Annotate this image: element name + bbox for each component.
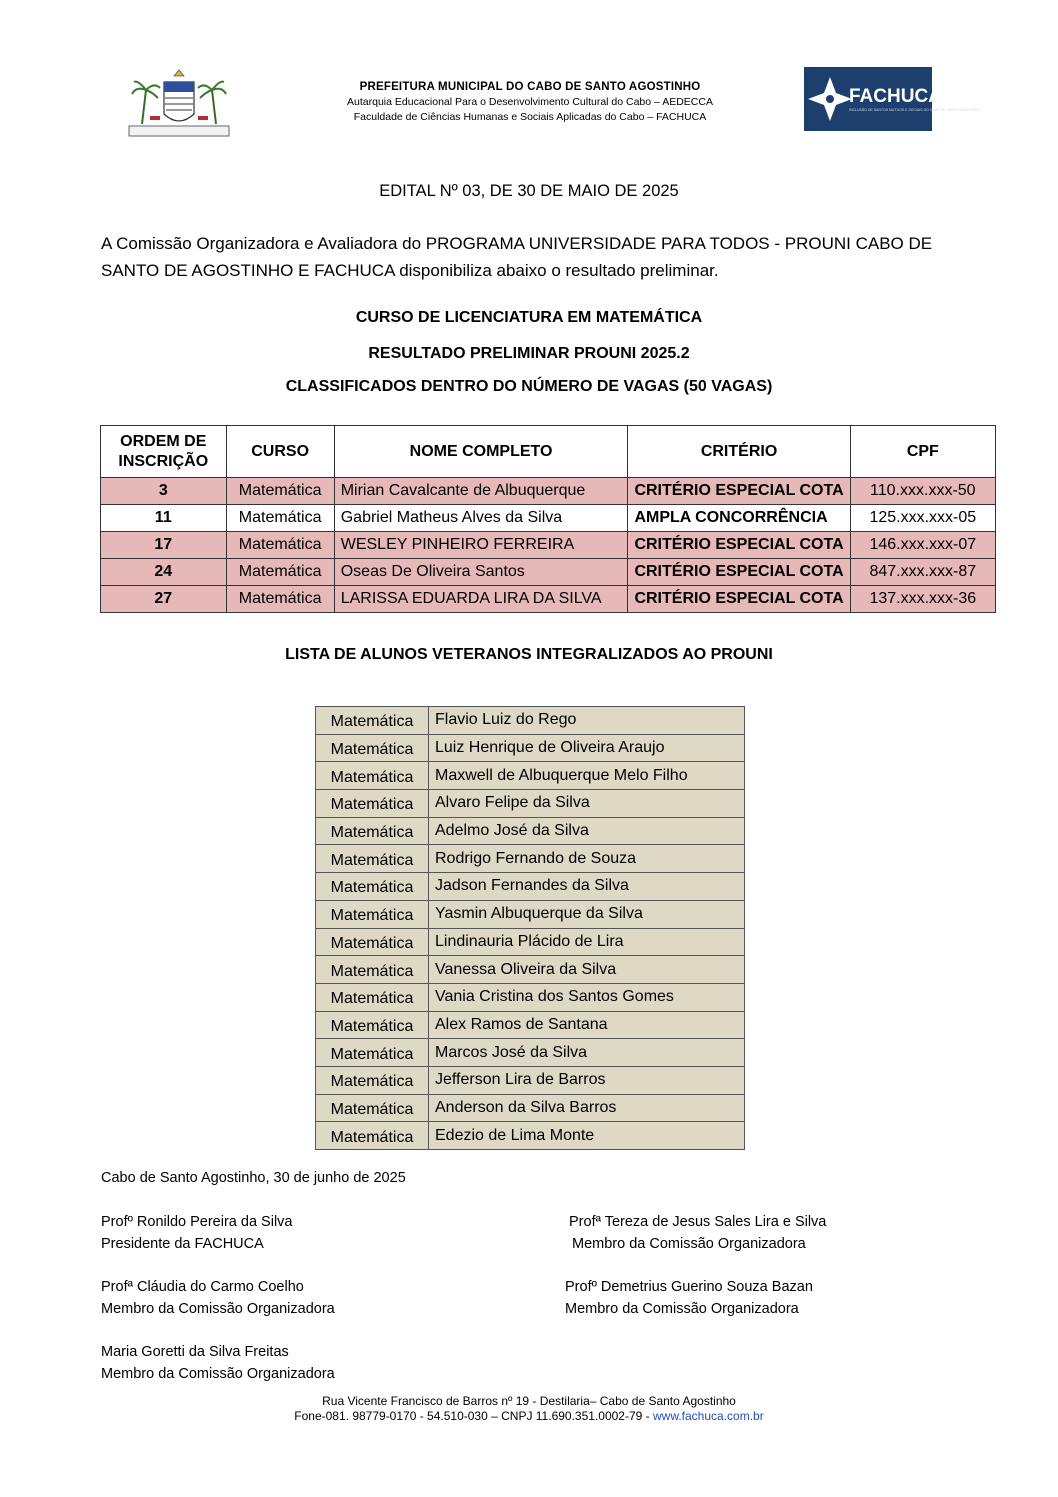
- edital-title: EDITAL Nº 03, DE 30 DE MAIO DE 2025: [379, 182, 679, 200]
- list-item: [316, 845, 745, 873]
- signature-name: Maria Goretti da Silva Freitas: [101, 1344, 289, 1360]
- results-header-row: [101, 426, 996, 478]
- vet-nome: Vanessa Oliveira da Silva: [429, 956, 745, 984]
- signature-name: Profª Tereza de Jesus Sales Lira e Silva: [569, 1214, 827, 1230]
- signature-name: Profº Ronildo Pereira da Silva: [101, 1214, 293, 1230]
- signature-block: [101, 1276, 335, 1320]
- vet-nome: Vania Cristina dos Santos Gomes: [429, 983, 745, 1011]
- cell-cpf: 125.xxx.xxx-05: [850, 505, 995, 532]
- cell-cpf: 146.xxx.xxx-07: [850, 532, 995, 559]
- table-row: [101, 586, 996, 613]
- vet-curso: Matemática: [316, 900, 429, 928]
- cell-nome: Oseas De Oliveira Santos: [334, 559, 628, 586]
- list-item: [316, 790, 745, 818]
- vet-nome: Marcos José da Silva: [429, 1039, 745, 1067]
- fachuca-logo: [804, 67, 981, 131]
- list-item: [316, 956, 745, 984]
- vet-nome: Flavio Luiz do Rego: [429, 707, 745, 735]
- cell-nome: Mirian Cavalcante de Albuquerque: [334, 478, 628, 505]
- vet-nome: Maxwell de Albuquerque Melo Filho: [429, 762, 745, 790]
- classified-title: CLASSIFICADOS DENTRO DO NÚMERO DE VAGAS (50 VAGAS): [285, 378, 773, 395]
- signature-block: [101, 1211, 292, 1255]
- vet-curso: Matemática: [316, 817, 429, 845]
- fachuca-logo-text: FACHUCA: [849, 86, 942, 107]
- vet-curso: Matemática: [316, 956, 429, 984]
- list-item: [316, 734, 745, 762]
- header-ordem: [101, 426, 227, 478]
- list-item: [316, 1011, 745, 1039]
- signature-role: Presidente da FACHUCA: [101, 1236, 264, 1252]
- vet-nome: Jefferson Lira de Barros: [429, 1066, 745, 1094]
- veterans-table: [315, 706, 745, 1150]
- header-line-1: PREFEITURA MUNICIPAL DO CABO DE SANTO AGOSTINHO: [359, 81, 701, 93]
- vet-curso: Matemática: [316, 1122, 429, 1150]
- cell-cpf: 847.xxx.xxx-87: [850, 559, 995, 586]
- list-item: [316, 1039, 745, 1067]
- cell-curso: Matemática: [226, 505, 334, 532]
- vet-curso: Matemática: [316, 983, 429, 1011]
- vet-curso: Matemática: [316, 1094, 429, 1122]
- results-table: [100, 425, 996, 613]
- veterans-title: LISTA DE ALUNOS VETERANOS INTEGRALIZADOS AO PROUNI: [285, 646, 773, 663]
- cell-curso: Matemática: [226, 559, 334, 586]
- cell-nome: WESLEY PINHEIRO FERREIRA: [334, 532, 628, 559]
- header-cpf: CPF: [850, 426, 995, 478]
- institution-header: [250, 80, 810, 125]
- header-line-3: Faculdade de Ciências Humanas e Sociais Aplicadas do Cabo – FACHUCA: [353, 111, 707, 123]
- vet-nome: Alvaro Felipe da Silva: [429, 790, 745, 818]
- vet-curso: Matemática: [316, 845, 429, 873]
- cell-cpf: 110.xxx.xxx-50: [850, 478, 995, 505]
- list-item: [316, 1094, 745, 1122]
- footer-address: Rua Vicente Francisco de Barros nº 19 - Destilaria– Cabo de Santo Agostinho: [322, 1394, 736, 1408]
- vet-curso: Matemática: [316, 707, 429, 735]
- cell-criterio: CRITÉRIO ESPECIAL COTA: [628, 586, 850, 613]
- signature-name: Profª Cláudia do Carmo Coelho: [101, 1279, 304, 1295]
- vet-curso: Matemática: [316, 734, 429, 762]
- vet-curso: Matemática: [316, 1066, 429, 1094]
- list-item: [316, 762, 745, 790]
- vet-nome: Jadson Fernandes da Silva: [429, 873, 745, 901]
- header-ordem-line2: INSCRIÇÃO: [118, 452, 209, 470]
- vet-curso: Matemática: [316, 762, 429, 790]
- cell-curso: Matemática: [226, 586, 334, 613]
- list-item: [316, 707, 745, 735]
- cell-ordem: 3: [101, 478, 227, 505]
- header-criterio: CRITÉRIO: [628, 426, 850, 478]
- list-item: [316, 900, 745, 928]
- fachuca-logo-tagline: INCLUSÃO DE SANTOS MUTUOS E SOCIAIS DO CABO DE SANTO AGOSTINHO: [849, 108, 981, 112]
- vet-curso: Matemática: [316, 1039, 429, 1067]
- vet-nome: Rodrigo Fernando de Souza: [429, 845, 745, 873]
- website-link[interactable]: www.fachuca.com.br: [652, 1409, 764, 1423]
- vet-curso: Matemática: [316, 928, 429, 956]
- vet-nome: Lindinauria Plácido de Lira: [429, 928, 745, 956]
- list-item: [316, 817, 745, 845]
- signature-role: Membro da Comissão Organizadora: [565, 1301, 799, 1317]
- header-ordem-line1: ORDEM DE: [120, 432, 207, 450]
- vet-nome: Alex Ramos de Santana: [429, 1011, 745, 1039]
- cell-nome: LARISSA EDUARDA LIRA DA SILVA: [334, 586, 628, 613]
- cell-criterio: CRITÉRIO ESPECIAL COTA: [628, 559, 850, 586]
- table-row: [101, 505, 996, 532]
- footer-contact: Fone-081. 98779-0170 - 54.510-030 – CNPJ 11.690.351.0002-79 -: [294, 1409, 653, 1423]
- cell-criterio: CRITÉRIO ESPECIAL COTA: [628, 478, 850, 505]
- list-item: [316, 928, 745, 956]
- vet-curso: Matemática: [316, 873, 429, 901]
- vet-nome: Adelmo José da Silva: [429, 817, 745, 845]
- signature-role: Membro da Comissão Organizadora: [572, 1236, 806, 1252]
- place-date: Cabo de Santo Agostinho, 30 de junho de 2025: [101, 1170, 406, 1186]
- municipal-crest-logo: [128, 68, 230, 140]
- intro-paragraph: A Comissão Organizadora e Avaliadora do PROGRAMA UNIVERSIDADE PARA TODOS - PROUNI CABO DE SANTO DE AGOSTINHO E FACHUCA disponibiliza abaixo o resultado preliminar.: [101, 234, 933, 280]
- signature-block: [101, 1341, 335, 1385]
- cell-curso: Matemática: [226, 478, 334, 505]
- vet-curso: Matemática: [316, 790, 429, 818]
- vet-nome: Anderson da Silva Barros: [429, 1094, 745, 1122]
- cell-criterio: CRITÉRIO ESPECIAL COTA: [628, 532, 850, 559]
- cell-ordem: 17: [101, 532, 227, 559]
- list-item: [316, 1122, 745, 1150]
- cell-criterio: AMPLA CONCORRÊNCIA: [628, 505, 850, 532]
- vet-nome: Yasmin Albuquerque da Silva: [429, 900, 745, 928]
- cell-ordem: 11: [101, 505, 227, 532]
- table-row: [101, 532, 996, 559]
- table-row: [101, 478, 996, 505]
- cell-ordem: 27: [101, 586, 227, 613]
- cell-nome: Gabriel Matheus Alves da Silva: [334, 505, 628, 532]
- list-item: [316, 983, 745, 1011]
- header-curso: CURSO: [226, 426, 334, 478]
- signature-block: [565, 1276, 813, 1320]
- header-line-2: Autarquia Educacional Para o Desenvolvimento Cultural do Cabo – AEDECCA: [347, 96, 713, 108]
- result-title: RESULTADO PRELIMINAR PROUNI 2025.2: [368, 345, 690, 362]
- vet-nome: Luiz Henrique de Oliveira Araujo: [429, 734, 745, 762]
- header-nome: NOME COMPLETO: [334, 426, 628, 478]
- list-item: [316, 1066, 745, 1094]
- signature-role: Membro da Comissão Organizadora: [101, 1366, 335, 1382]
- vet-nome: Edezio de Lima Monte: [429, 1122, 745, 1150]
- table-row: [101, 559, 996, 586]
- signature-name: Profº Demetrius Guerino Souza Bazan: [565, 1279, 813, 1295]
- list-item: [316, 873, 745, 901]
- footer-contact-line: [0, 1409, 1058, 1424]
- signature-block: [569, 1211, 826, 1255]
- cell-cpf: 137.xxx.xxx-36: [850, 586, 995, 613]
- cell-curso: Matemática: [226, 532, 334, 559]
- vet-curso: Matemática: [316, 1011, 429, 1039]
- course-title: CURSO DE LICENCIATURA EM MATEMÁTICA: [355, 309, 703, 326]
- cell-ordem: 24: [101, 559, 227, 586]
- page-footer: [0, 1394, 1058, 1424]
- signature-role: Membro da Comissão Organizadora: [101, 1301, 335, 1317]
